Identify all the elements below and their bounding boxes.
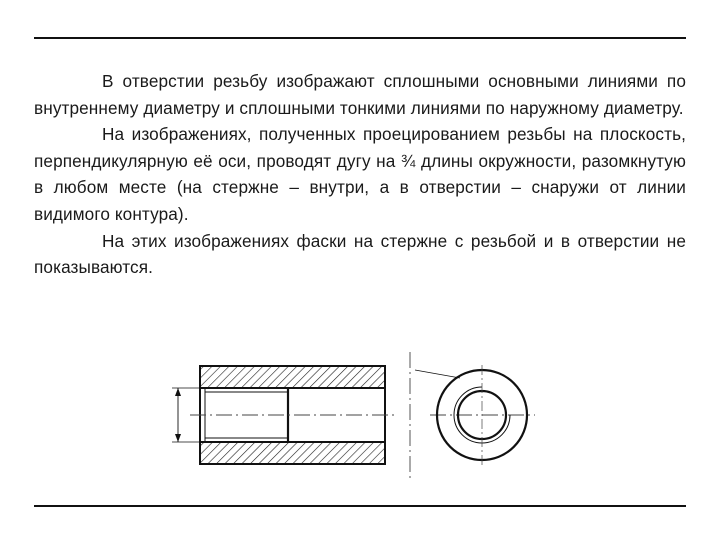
paragraph-3: На этих изображениях фаски на стержне с резьбой и в отверстии не показываются. — [34, 230, 686, 278]
top-divider — [34, 37, 686, 39]
dimension-arrow-top — [175, 388, 181, 396]
bottom-divider — [34, 505, 686, 507]
end-view — [410, 352, 535, 478]
thread-drawing-svg — [160, 350, 540, 480]
paragraph-2: На изображениях, полученных проецированием резьбы на плоскость, перпендикулярную её оси, проводят дугу на ¾ длины окружности, разомкнутую в любом месте (на стержне – внутри, а в отверстии – снаружи от линии видимого контура). — [34, 124, 686, 224]
dimension-arrow-bottom — [175, 434, 181, 442]
paragraph-1: В отверстии резьбу изображают сплошными основными линиями по внутреннему диаметру и сплошными тонкими линиями по наружному диаметру. — [34, 71, 686, 118]
body-text — [34, 68, 686, 281]
bottom-wall-hatch — [200, 442, 385, 464]
side-view-section — [172, 366, 395, 464]
thread-drawing — [160, 350, 540, 480]
top-wall-hatch — [200, 366, 385, 388]
leader-line — [415, 370, 460, 378]
